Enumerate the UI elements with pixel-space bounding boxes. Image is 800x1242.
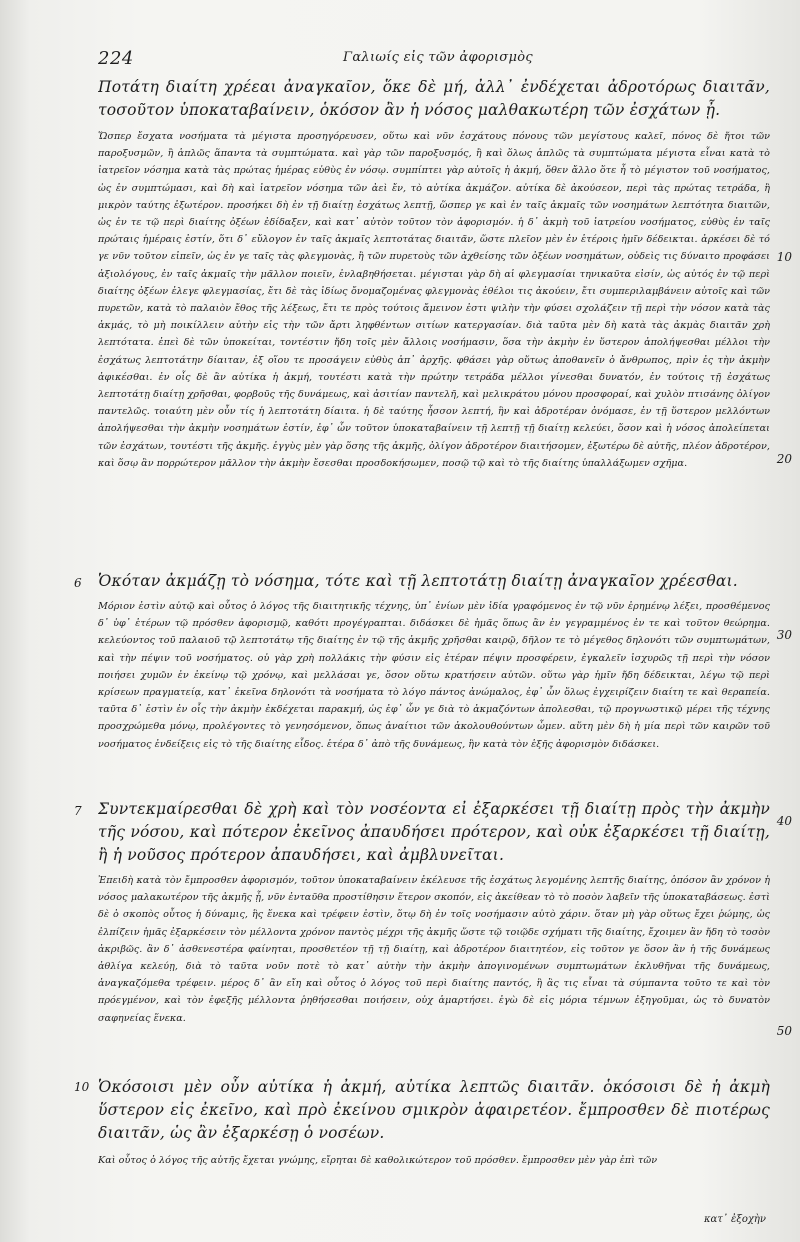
aphorism-number-mark: 10 [74,1080,90,1094]
aphorism-line: Ὁκόταν ἀκμάζῃ τὸ νόσημα, τότε καὶ τῇ λεπτοτάτῃ διαίτῃ ἀναγκαῖον χρέεσθαι. [98,572,738,590]
margin-line-number: 50 [776,1024,792,1038]
commentary-text: Ὥσπερ ἔσχατα νοσήματα τὰ μέγιστα προσηγόρευσεν, οὕτω καὶ νῦν ἐσχάτους πόνους τῶν μεγίστους καλεῖ, πόνος δὲ ἤτοι τῶν παροξυσμῶν, ἢ ἁπλῶς ἅπαντα τὰ συμπτώματα. καὶ γὰρ τῶν παροξυσμός, ἢ καὶ ὅλως ἁπλῶς τὰ συμπτώματα μέγιστα εἶναι κατὰ τὸ ἰατρεῖον νόσημα κατὰ τὰς πρώτας ἡμέρας εὐθὺς ἐν νόσῳ. συμπίπτει γὰρ αὐτοῖς ἡ ἀκμή, ὅθεν ἄλλο ὅτε ἦ τὸ μέγιστον τοῦ νοσήματος, ὡς ἐν συμπτώμασι, καὶ δὴ καὶ ἰατρεῖον νόσημα τῶν ἀεὶ ἔν, τὸ αὐτίκα ἀκμάζον. αὐτίκα δὲ ἀκούσεον, περὶ τὰς πρώτας τετράδα, ἢ μικρὸν ταύτης ἐξωτέρον. προσήκει δὴ ἐν τῇ διαίτῃ ἐσχάτως λεπτῇ, ὥσπερ γε καὶ ἐν ταῖς ἀκμαῖς τῶν νοσημάτων λεπτότητα διαιτῶν, ὡς ἐν τε τῷ περὶ διαίτης ὀξέων ἐδίδαξεν, καὶ κατ᾿ αὐτὸν τοῦτον τὸν ἀφορισμόν. ἡ δ᾿ ἀκμὴ τοῦ ἰατρείου νοσήματος, εὐθὺς ἐν ταῖς πρώταις ἡμέραις ἐστίν, ὅτι δ᾿ εὔλογον ἐν ταῖς ἀκμαῖς λεπτοτάτας διαιτᾶν, ὥστε πλεῖον μὲν ἐν ἑτέροις ἡμῖν δέδεικται. ἀρκέσει δὲ τό γε νῦν τοῦτον εἰπεῖν, ὡς ἐν γε ταῖς τὰς φλεγμονὰς, ἢ τῶν πυρετοὺς τῶν ἀχθείσης τῶν ὀξέων νοσημάτων, οὐδεὶς τις δύναιτο προφάσει ἀξιολόγους, ἐν ταῖς ἀκμαῖς τὴν μᾶλλον ποιεῖν, ἐνλαβηθήσεται. μέγισται γὰρ δὴ αἱ φλεγμασίαι τηνικαῦτα εἰσίν, ὡς αὐτός ἐν τῷ περὶ διαίτης ὀξέων ἐλεγε φλεγμασίας, ἔτι δὲ τὰς ἰδίως ὄνομαζομένας φλεγμονὰς ἐθέλοι τις ἀκούειν, ἔτι συμπεριλαμβάνειν αὐτοῖς καὶ τῶν πυρετῶν, κατὰ τὸ παλαιὸν ἔθος τῆς λέξεως, ἔτι τε πρὸς τούτοις ἄμεινον ἐστι ψιλὴν τὴν φύσει σχολάζειν τῇ περὶ τὴν νόσον κατὰ τὰς ἀκμάς, τὸ μὴ ποικίλλειν αὐτὴν εἰς τὴν τῶν ἄρτι ληφθέντων σιτίων κατεργασίαν. διὰ ταῦτα μὲν δὴ κατὰ τὰς ἀκμὰς διαιτᾶν χρὴ λεπτότατα. ἐπεὶ δὲ τῶν ὑποκείται, τοντέστιν ἤδη τοῖς μὲν ἄλλοις νοσήμασιν, ὅσα τὴν ἀκμὴν ἐν ὕστερον ἀπολήψεσθαι μέλλοι τὴν ἐσχάτως λεπτοτάτην δίαιταν, ἐξ οἵου τε προσάγειν εὐθὺς ἀπ᾿ ἀρχῆς. φθάσει γὰρ οὕτως ἀποθανεῖν ὁ ἄνθρωπος, πρὶν ἐς τὴν ἀκμὴν ἀφικέσθαι. ἐν οἷς δὲ ἂν αὐτίκα ἡ ἀκμή, τουτέστι κατὰ τὴν πρώτην τετράδα μέλλοι γίνεσθαι δυνατόν, ἐν τούτοις τῇ ἐσχάτως λεπτοτάτῃ διαίτῃ χρῆσθαι, φορβοῦς τῆς δυνάμεως, καὶ ἀσιτίαν παντελῆ, καὶ μελικράτου μόνου προσφοραί, καὶ χυλὸν πτισάνης ὀλίγον παντελῶς. τοιαύτη μὲν οὖν τίς ἡ λεπτοτάτη δίαιτα. ἡ δὲ ταύτης ἧσσον λεπτή, ἣν καὶ ἀδροτέραν ὀνόμασε, ἐν τῇ ὕστερον μελλόντων ἀπολήψεσθαι τὴν ἀκμὴν νοσημάτων ἐστίν, ἐφ᾿ ὧν τοῦτον ὑποκαταβαίνειν τῇ λεπτῇ τῇ διαίτῃ κελεύει, ὅσον καὶ ἡ νόσος ἀπολείπεται τῶν ἐσχάτων, τουτέστι τῆς ἀκμῆς. ἐγγὺς μὲν γὰρ ὅσης τῆς ἀκμῆς, ὀλίγον ἀδροτέρον διαιτήσομεν, ἐξωτέρω δὲ αὐτῆς, πλέον ἀδροτέρον, καὶ ὅσῳ ἂν πορρώτερον μᾶλλον τὴν ἀκμὴν ἔσεσθαι προσδοκήσωμεν, ποσῷ τῷ καὶ τὸ τῆς διαίτης ὑπαλλάξωμεν σχῆμα. [98,131,770,469]
aphorism-text [98,570,770,594]
aphorism-text [98,798,770,868]
margin-line-number: 20 [776,452,792,466]
running-head: Γαλιωίς εἰς τῶν ἀφορισμὸς [343,50,533,65]
margin-line-number: 40 [776,814,792,828]
margin-line-number: 30 [776,628,792,642]
commentary-block [98,872,770,1072]
catchword: κατ᾿ ἐξοχὴν [703,1214,766,1225]
commentary-block [98,598,770,792]
page-number: 224 [98,48,134,69]
aphorism-number-mark: 7 [74,804,82,818]
aphorism-text [98,76,770,124]
commentary-text: Καὶ οὗτος ὁ λόγος τῆς αὐτῆς ἔχεται γνώμης, εἴρηται δὲ καθολικώτερον τοῦ πρόσθεν. ἔμπροσθεν μὲν γὰρ ἐπὶ τῶν [98,1155,658,1166]
aphorism-line: Συντεκμαίρεσθαι δὲ χρὴ καὶ τὸν νοσέοντα εἰ ἐξαρκέσει τῇ διαίτῃ πρὸς τὴν ἀκμὴν τῆς νόσου, καὶ πότερον ἐκεῖνος ἀπαυδήσει πρότερον, καὶ οὐκ ἐξαρκέσει τῇ διαίτῃ, ἢ ἡ νοῦσος πρότερον ἀπαυδήσει, καὶ ἀμβλυνεῖται. [98,800,770,864]
aphorism-line: Ποτάτη διαίτη χρέεαι ἀναγκαῖον, ὅκε δὲ μή, ἀλλ᾿ ἐνδέχεται ἀδροτόρως διαιτᾶν, τοσοῦτον ὑποκαταβαίνειν, ὁκόσον ἂν ἡ νόσος μαλθακωτέρη τῶν ἐσχάτων ᾖ. [98,78,770,119]
commentary-block [98,128,770,566]
aphorism-text [98,1076,770,1148]
commentary-text: Ἐπειδὴ κατὰ τὸν ἔμπροσθεν ἀφορισμόν, τοῦτον ὑποκαταβαίνειν ἐκέλευσε τῆς ἐσχάτως λεγομένης λεπτῆς διαίτης, ὁπόσον ἂν χρόνον ἡ νόσος μαλακωτέρον τῆς ἀκμῆς ᾖ, νῦν ἐνταῦθα προστίθησιν ἕτερον σκοπόν, εἰς ἀκείθεαν τὸ τὸ ποσὸν λαβεῖν τῆς ὑποκαταβάσεως. ἐστὶ δὲ ὁ σκοπὸς οὗτος ἡ δύναμις, ἣς ἕνεκα καὶ τρέφειν ἐστὶν, ὅτῳ δὴ ἐν τοῖς νοσήμασιν αὐτὸ χάριν. ὅταν μὴ γὰρ οὕτως ἔχει ῥώμης, ὡς ἐλπίζειν ἡμᾶς ἐξαρκέσειν τὸν μέλλοντα χρόνον παντὸς μέχρι τῆς ἀκμῆς ὥστε τῷ τοιῷδε σχήματι τῆς διαίτης, ἔχοιμεν ἂν ἤδη τὸ τοσὸν ἀκριβῶς. ἂν δ᾿ ἀσθενεστέρα φαίνηται, προσθετέον τῇ τῇ διαίτῃ, καὶ ἀδροτέρον διαιτητέον, εἰς τοῦτον γε ὅσον ἂν ἡ τῆς δυνάμεως ἀθλίγα κελεύῃ, διὰ τὸ ταῦτα νοῦν ποτὲ τὸ κατ᾿ αὐτὴν τὴν ἀκμὴν ἀπογινομένων συμπτωμάτων ἐκλυθῆναι τῆς δυνάμεως, ἀναγκαζόμεθα τρέφειν. μέρος δ᾿ ἂν εἴη καὶ οὗτος ὁ λόγος τοῦ περὶ διαίτης παντός, ἢ ἂς τις εἶναι τὰ σύμπαντα τοῦτο τε καὶ τὸν πρόεγμένον, καὶ τὸν ἐφεξῆς μέλλοντα ῥηθήσεσθαι ποιήσειν, οὐχ ἁμαρτήσει. ἐγὼ δὲ εἰς μόρια τέμνων ἐξηγοῦμαι, ὡς τὸ δυνατὸν σαφηνείας ἕνεκα. [98,875,770,1024]
aphorism-line: Ὁκόσοισι μὲν οὖν αὐτίκα ἡ ἀκμή, αὐτίκα λεπτῶς διαιτᾶν. ὁκόσοισι δὲ ἡ ἀκμὴ ὕστερον εἰς ἐκεῖνο, καὶ πρὸ ἐκείνου σμικρὸν ἀφαιρετέον. ἔμπροσθεν δὲ πιοτέρως διαιτᾶν, ὡς ἂν ἐξαρκέσῃ ὁ νοσέων. [98,1078,770,1142]
margin-line-number: 10 [776,250,792,264]
commentary-block [98,1152,770,1204]
aphorism-number-mark: 6 [74,576,82,590]
commentary-text: Μόριον ἐστὶν αὐτῷ καὶ οὗτος ὁ λόγος τῆς διαιτητικῆς τέχνης, ὑπ᾿ ἐνίων μὲν ἰδία γραφόμενος ἐν τῷ νῦν ἐρημένῳ λέξει, προσθέμενος δ᾿ ὑφ᾿ ἑτέρων τῷ πρόσθεν ἀφορισμῷ, καθότι προγέγραπται. διδάσκει δὲ ἡμᾶς ὅπως ἂν ἐν γεγραμμένος ἐν τε καὶ τοῦτον θεώρημα. κελεύοντος τοῦ παλαιοῦ τῷ λεπτοτάτῳ τῆς διαίτης ἐν τῷ τῆς ἀκμῆς χρῆσθαι καιρῷ, δῆλον τε τὸ μέγεθος δηλονότι τῶν συμπτωμάτων, καὶ τὴν πέψιν τοῦ νοσήματος. οὐ γὰρ χρὴ πολλάκις τὴν φύσιν εἰς ἑτέραν πέψιν προσφέρειν, ἐγκαλεῖν ἰσχυρῶς τῇ περὶ τὴν νόσον ποιήσει χυμῶν ἐν ἐκείνῳ τῷ χρόνῳ, καὶ μελλάσαι γε, ὅσον οὕτω κρατήσειν αὐτῶν. οὕτω γὰρ ἡμῖν ἤδη δέδεικται, λέγω τῷ περὶ κρίσεων πραγματείᾳ, κατ᾿ ἐκεῖνα δηλονότι τὰ νοσήματα τὸ λόγο πάντος ἀνώμαλος, ἐφ᾿ ὧν ὅλως ἐγχειρίζειν διαίτη τε καὶ θεραπεία. ταῦτα δ᾿ ἐστὶν ἐν οἷς τὴν ἀκμὴν ἐκδέχεται παρακμή, ὡς ἐφ᾿ ὧν γε διὰ τὸ ἀκμαζόντων ἀπολεσθαι, τῷ προγνωστικῷ μέρει τῆς τέχνης προσχρώμεθα μόνῳ, προλέγοντες τὸ γενησόμενον, ὅπως ἀναίτιοι τῶν ἀκολουθούντων ὦμεν. αὕτη μὲν δὴ ἡ μία περὶ τῶν καιρῶν τοῦ νοσήματος ἐνδείξεις εἰς τὸ τῆς διαίτης εἶδος. ἑτέρα δ᾿ ἀπὸ τῆς δυνάμεως, ἣν κατὰ τὸν ἑξῆς ἀφορισμὸν διδάσκει. [98,601,770,750]
page-header [98,48,778,74]
